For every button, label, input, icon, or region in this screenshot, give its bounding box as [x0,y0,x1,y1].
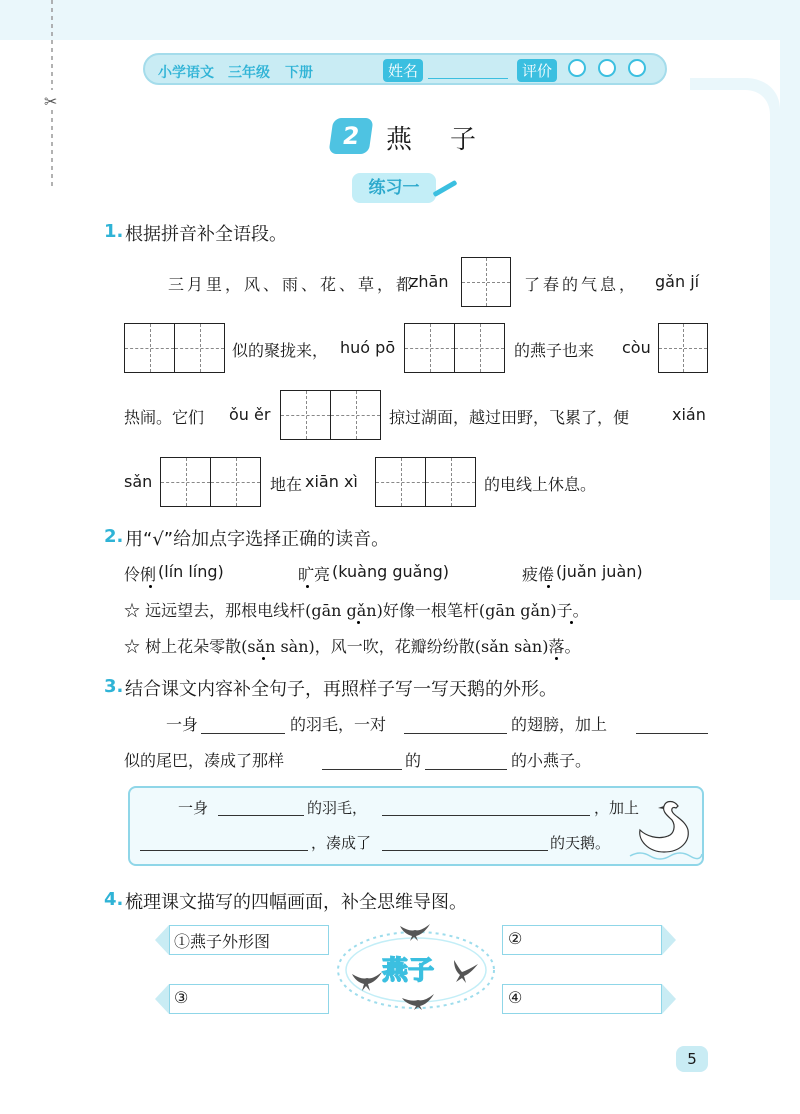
emphasis-dot [149,585,152,588]
q3-blank-1[interactable] [201,733,285,734]
q3-s1-a: 一身 [166,715,199,734]
q1-line3-pinyin: ǒu ěr [229,405,271,424]
q2-sentence-2[interactable]: ☆ 树上花朵零散(sǎn sàn)，风一吹，花瓣纷纷散(sǎn sàn)落。 [124,637,581,656]
q3-box-e: 的天鹅。 [550,834,611,852]
q3-box-blank-3[interactable] [140,850,308,851]
mindmap-label-3: ③ [174,988,189,1007]
q1-answer-box-1[interactable] [461,257,511,307]
arrow-right-icon [662,984,676,1014]
emphasis-dot [357,621,360,624]
mindmap-label-4: ④ [508,988,523,1007]
emphasis-dot [570,621,573,624]
q1-number: 1. [104,221,124,242]
emphasis-dot [547,585,550,588]
mindmap-center-title: 燕子 [382,956,435,986]
emphasis-dot [306,585,309,588]
q3-s2-a: 似的尾巴，凑成了那样 [124,751,285,770]
q3-prompt: 结合课文内容补全句子，再照样子写一写天鹅的外形。 [125,679,557,700]
q3-blank-2[interactable] [404,733,507,734]
swallow-icon [450,958,480,984]
swallow-icon [350,970,384,992]
emphasis-dot [262,657,265,660]
q1-line4-pinyin-b: xiān xì [305,472,358,491]
scissors-icon: ✂ [44,92,58,111]
q1-line1-text-b: 了春的气息， [524,275,639,294]
eval-label: 评价 [517,59,557,82]
page-number: 5 [676,1046,708,1072]
q4-number: 4. [104,889,124,910]
q3-box-blank-1[interactable] [218,815,304,816]
q3-box-a: 一身 [178,799,209,817]
q3-number: 3. [104,676,124,697]
q1-line3-pinyin-b: xián [672,405,706,424]
mindmap-box-2[interactable] [502,925,662,955]
q1-line4-text: 地在 [270,475,303,494]
q2-sentence-1[interactable]: ☆ 远远望去，那根电线杆(gān gǎn)好像一根笔杆(gān gǎn)子。 [124,601,589,620]
q1-line4-text-b: 的电线上休息。 [484,475,597,494]
mindmap-label-1: ①燕子外形图 [174,932,271,951]
q3-box-blank-2[interactable] [382,815,590,816]
lesson-number: 2 [328,118,373,154]
q3-s2-c: 的小燕子。 [511,751,592,770]
q2-word-2: 旷亮 [298,565,331,584]
q1-answer-box-7[interactable] [375,457,476,507]
q1-line4-pinyin: sǎn [124,472,153,491]
q1-line1-text: 三月里，风、雨、花、草，都 [168,275,416,294]
q3-s1-b: 的羽毛，一对 [290,715,387,734]
header-grade: 三年级 [228,65,270,81]
arrow-left-icon [155,925,169,955]
mindmap-box-3[interactable] [169,984,329,1014]
q3-blank-5[interactable] [425,769,507,770]
q1-line3-text-b: 掠过湖面，越过田野，飞累了，便 [389,408,630,427]
q1-line3-text: 热闹。它们 [124,408,205,427]
q3-blank-3[interactable] [636,733,708,734]
laugh-face-icon[interactable] [568,59,586,77]
q3-box-blank-4[interactable] [382,850,548,851]
arrow-right-icon [662,925,676,955]
q1-line1-pinyin: zhān [410,272,449,291]
q1-line2-pinyin-b: còu [622,338,651,357]
lesson-title: 燕子 [386,125,515,155]
q1-line2-pinyin: huó pō [340,338,396,357]
swan-icon [628,796,702,862]
q3-box-c: ，加上 [594,799,640,817]
q1-answer-box-5[interactable] [280,390,381,440]
q1-answer-box-3[interactable] [404,323,505,373]
q1-answer-box-6[interactable] [160,457,261,507]
mindmap-label-2: ② [508,929,523,948]
q2-word-3: 疲倦 [522,565,555,584]
q2-options-2[interactable]: (kuàng guǎng) [332,562,449,581]
swallow-icon [398,922,432,942]
q3-box-d: ，凑成了 [311,834,372,852]
q4-prompt: 梳理课文描写的四幅画面，补全思维导图。 [125,892,467,913]
q1-answer-box-4[interactable] [658,323,708,373]
q3-s1-c: 的翅膀，加上 [511,715,608,734]
q3-blank-4[interactable] [322,769,402,770]
q1-line2-text: 似的聚拢来， [232,341,329,360]
smile-face-icon[interactable] [598,59,616,77]
q1-prompt: 根据拼音补全语段。 [125,224,287,245]
header-volume: 下册 [285,65,313,81]
mindmap-box-4[interactable] [502,984,662,1014]
swallow-icon [400,990,436,1010]
q1-line1-pinyin-b: gǎn jí [655,272,700,291]
neutral-face-icon[interactable] [628,59,646,77]
exercise-badge: 练习一 [352,173,436,203]
name-field[interactable] [428,78,508,79]
q2-number: 2. [104,526,124,547]
q2-options-1[interactable]: (lín líng) [158,562,224,581]
q2-prompt: 用“√”给加点字选择正确的读音。 [125,529,390,550]
q3-box-b: 的羽毛， [307,799,368,817]
q1-answer-box-2[interactable] [124,323,225,373]
q3-s2-b: 的 [405,751,422,770]
header-subject: 小学语文 [158,65,214,81]
name-label: 姓名 [383,59,423,82]
q2-options-3[interactable]: (juǎn juàn) [556,562,643,581]
arrow-left-icon [155,984,169,1014]
q2-word-1: 伶俐 [124,565,157,584]
emphasis-dot [555,657,558,660]
q1-line2-text-b: 的燕子也来 [514,341,595,360]
